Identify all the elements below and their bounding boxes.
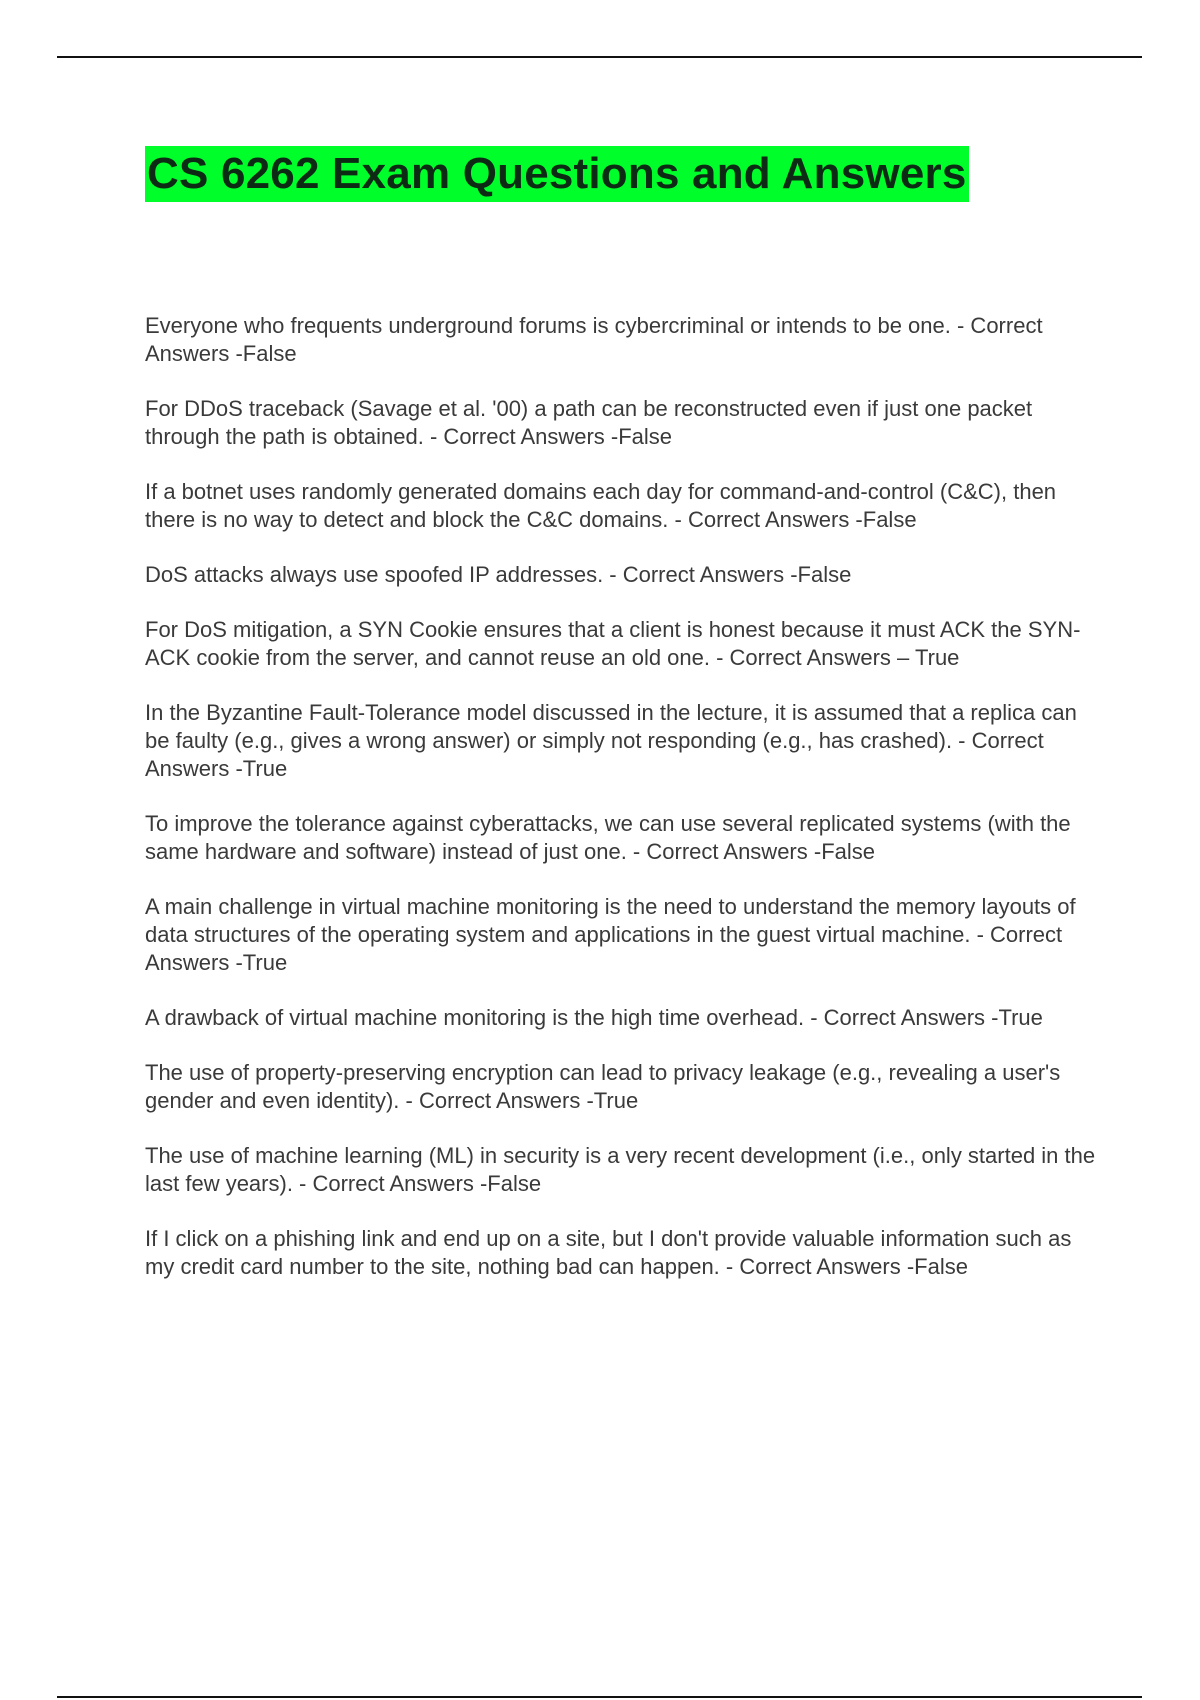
qa-item-8: A main challenge in virtual machine monitoring is the need to understand the memory layouts of data structures of the operating system and applications in the guest virtual machine. - Correct Answers -True <box>145 894 1076 975</box>
document-title: CS 6262 Exam Questions and Answers <box>145 146 969 202</box>
qa-item-7: To improve the tolerance against cyberattacks, we can use several replicated systems (with the same hardware and software) instead of just one. - Correct Answers -False <box>145 811 1071 864</box>
qa-item-3: If a botnet uses randomly generated domains each day for command-and-control (C&C), then there is no way to detect and block the C&C domains. - Correct Answers -False <box>145 479 1057 532</box>
qa-item-1: Everyone who frequents underground forums is cybercriminal or intends to be one. - Correct Answers -False <box>145 313 1043 366</box>
header-rule <box>57 56 1142 58</box>
qa-item-4: DoS attacks always use spoofed IP addresses. - Correct Answers -False <box>145 562 852 587</box>
qa-item-11: The use of machine learning (ML) in security is a very recent development (i.e., only started in the last few years). - Correct Answers -False <box>145 1143 1096 1196</box>
title-container <box>145 146 969 202</box>
qa-item-6: In the Byzantine Fault-Tolerance model discussed in the lecture, it is assumed that a replica can be faulty (e.g., gives a wrong answer) or simply not responding (e.g., has crashed). - Correct Answers -True <box>145 700 1077 781</box>
footer-rule <box>57 1696 1142 1698</box>
qa-item-5: For DoS mitigation, a SYN Cookie ensures that a client is honest because it must ACK the SYN-ACK cookie from the server, and cannot reuse an old one. - Correct Answers – True <box>145 617 1081 670</box>
qa-item-12: If I click on a phishing link and end up on a site, but I don't provide valuable information such as my credit card number to the site, nothing bad can happen. - Correct Answers -False <box>145 1226 1072 1279</box>
qa-item-10: The use of property-preserving encryption can lead to privacy leakage (e.g., revealing a user's gender and even identity). - Correct Answers -True <box>145 1060 1061 1113</box>
qa-list <box>145 312 1105 1308</box>
qa-item-2: For DDoS traceback (Savage et al. '00) a path can be reconstructed even if just one packet through the path is obtained. - Correct Answers -False <box>145 396 1033 449</box>
qa-item-9: A drawback of virtual machine monitoring is the high time overhead. - Correct Answers -True <box>145 1005 1043 1030</box>
